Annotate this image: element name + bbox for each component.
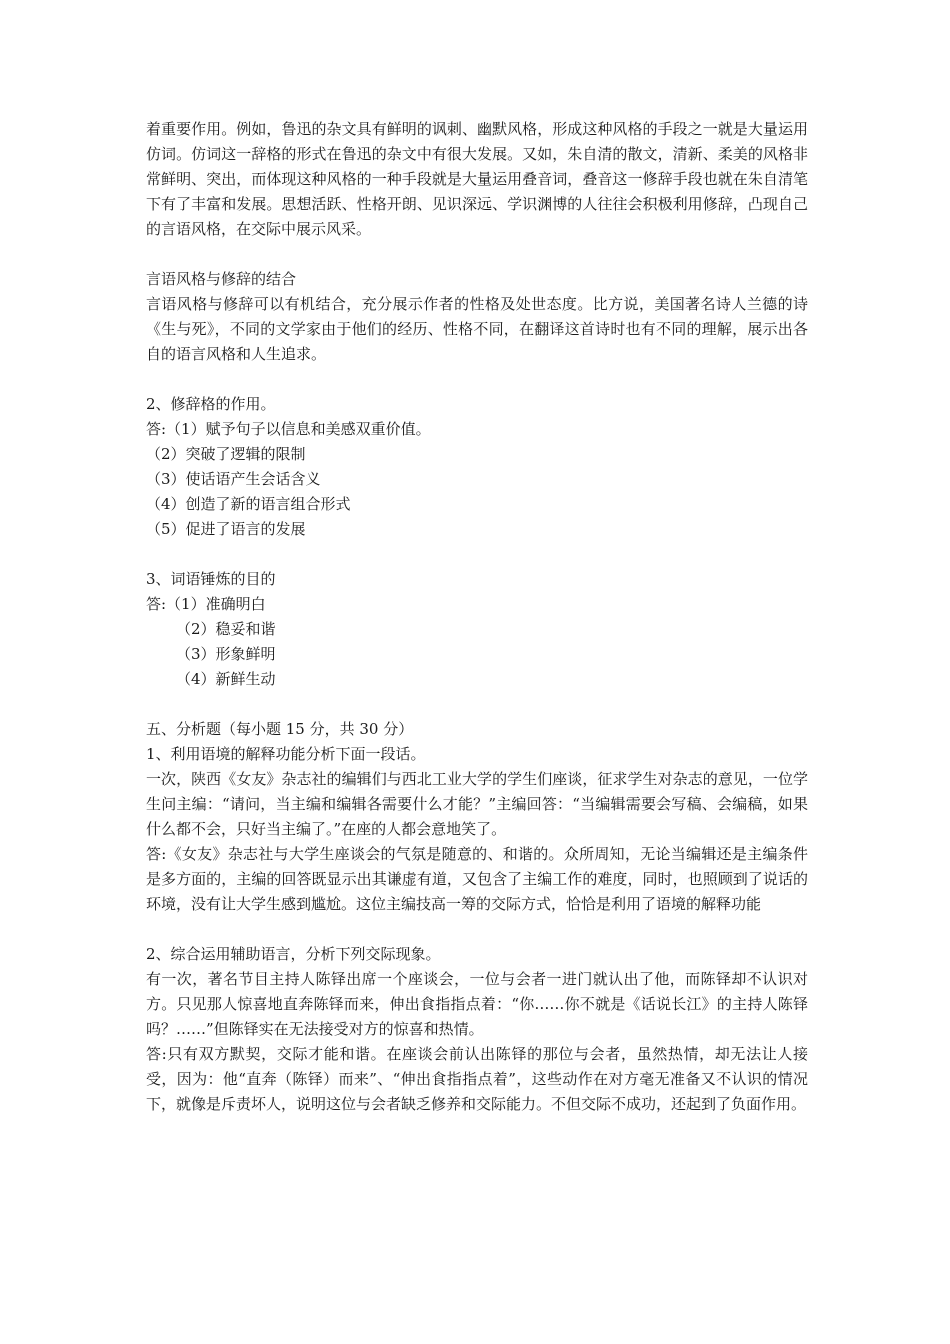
document-page xyxy=(146,117,808,1117)
spacer xyxy=(146,542,808,567)
question-3-answer-4: （4）新鲜生动 xyxy=(176,670,276,688)
style-intro-paragraph: 着重要作用。例如，鲁迅的杂文具有鲜明的讽刺、幽默风格，形成这种风格的手段之一就是大量运用仿词。仿词这一辞格的形式在鲁迅的杂文中有很大发展。又如，朱自清的散文，清新、柔美的风格非常鲜明、突出，而体现这种风格的一种手段就是大量运用叠音词，叠音这一修辞手段也就在朱自清笔下有了丰富和发展。思想活跃、性格开朗、见识深远、学识渊博的人往往会积极利用修辞，凸现自己的言语风格，在交际中展示风采。 xyxy=(146,120,808,238)
style-combination-paragraph: 言语风格与修辞可以有机结合，充分展示作者的性格及处世态度。比方说，美国著名诗人兰德的诗《生与死》，不同的文学家由于他们的经历、性格不同，在翻译这首诗时也有不同的理解，展示出各自的语言风格和人生追求。 xyxy=(146,295,808,363)
section-five-q1-passage: 一次，陕西《女友》杂志社的编辑们与西北工业大学的学生们座谈，征求学生对杂志的意见，一位学生问主编：“请问，当主编和编辑各需要什么才能？”主编回答：“当编辑需要会写稿、会编稿，如果什么都不会，只好当主编了。”在座的人都会意地笑了。 xyxy=(146,770,808,838)
spacer xyxy=(146,367,808,392)
spacer xyxy=(146,917,808,942)
question-2-answer-2: （2）突破了逻辑的限制 xyxy=(146,445,306,463)
question-2-answer-3: （3）使话语产生会话含义 xyxy=(146,470,321,488)
question-3-answer-1: 答:（1）准确明白 xyxy=(146,595,266,613)
section-five-q1-title: 1、利用语境的解释功能分析下面一段话。 xyxy=(146,745,426,763)
spacer xyxy=(146,692,808,717)
question-3-answer-2: （2）稳妥和谐 xyxy=(176,620,276,638)
question-3-answer-3: （3）形象鲜明 xyxy=(176,645,276,663)
section-five-q2-passage: 有一次，著名节目主持人陈铎出席一个座谈会，一位与会者一进门就认出了他，而陈铎却不认识对方。只见那人惊喜地直奔陈铎而来，伸出食指指点着：“你……你不就是《话说长江》的主持人陈铎吗？……”但陈铎实在无法接受对方的惊喜和热情。 xyxy=(146,970,808,1038)
question-2-title: 2、修辞格的作用。 xyxy=(146,395,276,413)
question-2-answer-1: 答:（1）赋予句子以信息和美感双重价值。 xyxy=(146,420,431,438)
question-2-answer-5: （5）促进了语言的发展 xyxy=(146,520,306,538)
section-five-q2-title: 2、综合运用辅助语言，分析下列交际现象。 xyxy=(146,945,441,963)
question-2-answer-4: （4）创造了新的语言组合形式 xyxy=(146,495,351,513)
spacer xyxy=(146,242,808,267)
section-five-q1-answer: 答:《女友》杂志社与大学生座谈会的气氛是随意的、和谐的。众所周知，无论当编辑还是主编条件是多方面的，主编的回答既显示出其谦虚有道，又包含了主编工作的难度，同时，也照顾到了说话的环境，没有让大学生感到尴尬。这位主编技高一筹的交际方式，恰恰是利用了语境的解释功能 xyxy=(146,845,808,913)
style-combination-heading: 言语风格与修辞的结合 xyxy=(146,270,297,288)
question-3-title: 3、词语锤炼的目的 xyxy=(146,570,276,588)
section-five-q2-answer: 答:只有双方默契，交际才能和谐。在座谈会前认出陈铎的那位与会者，虽然热情，却无法让人接受，因为：他“直奔（陈铎）而来”、“伸出食指指点着”，这些动作在对方毫无准备又不认识的情况下，就像是斥责坏人，说明这位与会者缺乏修养和交际能力。不但交际不成功，还起到了负面作用。 xyxy=(146,1045,808,1113)
section-five-title: 五、分析题（每小题 15 分，共 30 分） xyxy=(146,720,414,738)
